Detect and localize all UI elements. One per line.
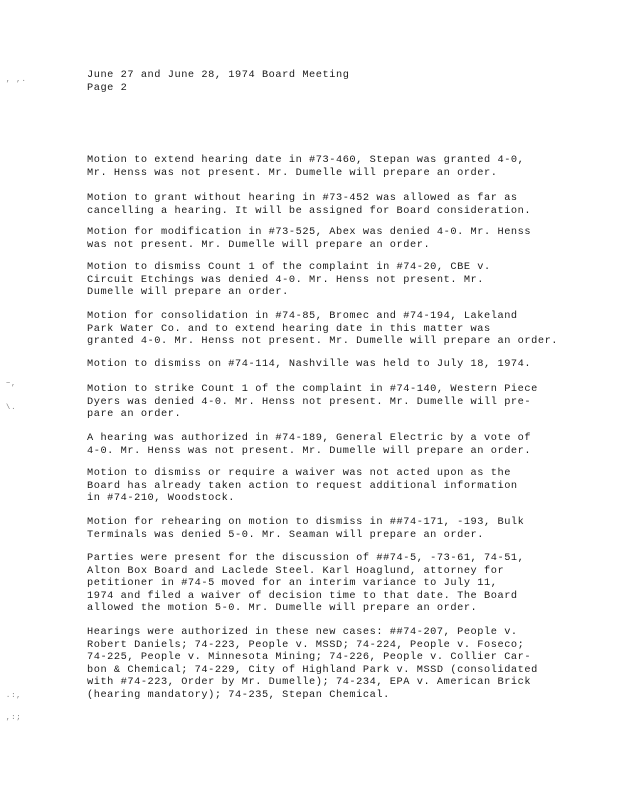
paragraph-line: in #74-210, Woodstock. [87,492,236,504]
paragraph-4 [87,261,587,299]
paragraph-8 [87,432,587,457]
paragraph-line: was not present. Mr. Dumelle will prepare an order. [87,238,431,251]
paragraph-3 [87,226,587,251]
paragraph-6 [87,358,587,371]
paragraph-line: Motion to dismiss or require a waiver was not acted upon as the [87,467,511,479]
paragraph-line: Park Water Co. and to extend hearing date in this matter was [87,322,491,335]
paragraph-line: Motion for consolidation in #74-85, Bromec and #74-194, Lakeland [87,310,518,322]
paragraph-line: Dyers was denied 4-0. Mr. Henss not present. Mr. Dumelle will pre- [87,395,532,408]
paragraph-line: Motion to strike Count 1 of the complaint in #74-140, Western Piece [87,383,538,395]
paragraph-line: pare an order. [87,408,182,420]
header-page-number: Page 2 [87,81,128,94]
paragraph-line: A hearing was authorized in #74-189, General Electric by a vote of [87,432,532,444]
paragraph-line: cancelling a hearing. It will be assigned for Board consideration. [87,204,532,217]
paragraph-line: (hearing mandatory); 74-235, Stepan Chemical. [87,688,390,701]
paragraph-2 [87,192,587,217]
paragraph-line: Motion for rehearing on motion to dismiss in ##74-171, -193, Bulk [87,516,525,528]
paragraph-line: Motion to grant without hearing in #73-452 was allowed as far as [87,192,518,204]
header-meeting-date: June 27 and June 28, 1974 Board Meeting [87,69,350,81]
margin-mark-bottom: .:, [6,692,22,700]
paragraph-9 [87,467,587,505]
paragraph-1 [87,154,587,179]
page-header [87,69,349,94]
paragraph-12 [87,626,587,701]
paragraph-line: bon & Chemical; 74-229, City of Highland Park v. MSSD (consolidated [87,663,538,676]
paragraph-line: Circuit Etchings was denied 4-0. Mr. Henss not present. Mr. [87,273,485,286]
paragraph-10 [87,516,587,541]
paragraph-line: Parties were present for the discussion of ##74-5, -73-61, 74-51, [87,552,525,564]
margin-mark-middle-2: \. [6,404,17,412]
paragraph-line: Robert Daniels; 74-223, People v. MSSD; 74-224, People v. Foseco; [87,638,525,651]
paragraph-line: Board has already taken action to request additional information [87,479,518,492]
margin-mark-middle: ~, [6,380,17,388]
paragraph-line: 74-225, People v. Minnesota Mining; 74-226, People v. Collier Car- [87,651,532,663]
paragraph-line: 4-0. Mr. Henss was not present. Mr. Dumelle will prepare an order. [87,444,532,457]
paragraph-7 [87,383,587,421]
paragraph-line: with #74-223, Order by Mr. Dumelle); 74-234, EPA v. American Brick [87,676,532,688]
paragraph-line: Terminals was denied 5-0. Mr. Seaman will prepare an order. [87,528,485,541]
paragraph-line: petitioner in #74-5 moved for an interim variance to July 11, [87,577,498,589]
paragraph-line: Alton Box Board and Laclede Steel. Karl Hoaglund, attorney for [87,564,505,577]
paragraph-line: Mr. Henss was not present. Mr. Dumelle will prepare an order. [87,166,498,179]
paragraph-line: Motion to extend hearing date in #73-460, Stepan was granted 4-0, [87,154,525,166]
margin-mark-bottom-2: ,:; [6,714,22,722]
paragraph-line: allowed the motion 5-0. Mr. Dumelle will prepare an order. [87,602,478,614]
paragraph-5 [87,310,587,348]
margin-mark-top: , ,. [6,76,27,84]
paragraph-line: Hearings were authorized in these new cases: ##74-207, People v. [87,626,518,638]
paragraph-line: Motion to dismiss on #74-114, Nashville was held to July 18, 1974. [87,358,532,370]
paragraph-line: granted 4-0. Mr. Henss not present. Mr. Dumelle will prepare an order. [87,335,559,347]
paragraph-line: 1974 and filed a waiver of decision time to that date. The Board [87,589,518,602]
paragraph-line: Dumelle will prepare an order. [87,286,289,298]
paragraph-line: Motion to dismiss Count 1 of the complaint in #74-20, CBE v. [87,261,491,273]
paragraph-line: Motion for modification in #73-525, Abex was denied 4-0. Mr. Henss [87,226,532,238]
paragraph-11 [87,552,587,615]
